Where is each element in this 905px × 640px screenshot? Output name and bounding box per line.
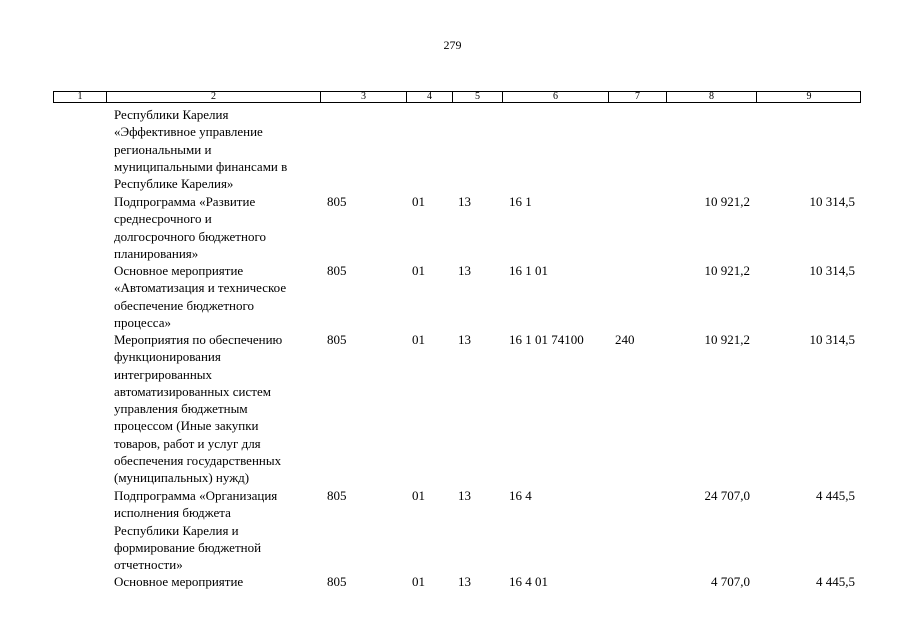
row-section-code: 01: [412, 263, 425, 278]
row-description: Подпрограмма «Организация исполнения бюджета Республики Карелия и формирование бюджетной отчетности»: [114, 488, 278, 573]
row-subsection-code: 13: [458, 332, 471, 347]
column-header-1: 1: [54, 92, 107, 102]
column-header-8: 8: [667, 92, 757, 102]
row-subsection-code: 13: [458, 263, 471, 278]
column-header-7: 7: [609, 92, 667, 102]
row-target-code: 16 1 01: [509, 263, 548, 278]
page-number: 279: [443, 38, 462, 52]
column-header-5: 5: [453, 92, 503, 102]
row-section-code: 01: [412, 488, 425, 503]
row-sum-1: 10 921,2: [704, 263, 750, 278]
row-sum-1: 4 707,0: [711, 574, 750, 589]
row-sum-2: 10 314,5: [809, 194, 855, 209]
row-admin-code: 805: [327, 488, 347, 503]
row-section-code: 01: [412, 332, 425, 347]
row-sum-2: 4 445,5: [816, 574, 855, 589]
row-description: Мероприятия по обеспечению функционирования интегрированных автоматизированных систем управления бюджетным процессом (Иные закупки товаров, работ и услуг для обеспечения государственных (муниципальных) нужд): [114, 332, 283, 486]
row-subsection-code: 13: [458, 488, 471, 503]
row-sum-1: 24 707,0: [704, 488, 750, 503]
table-header-row: [53, 91, 861, 103]
row-kind-code: 240: [615, 332, 635, 347]
row-subsection-code: 13: [458, 194, 471, 209]
row-admin-code: 805: [327, 332, 347, 347]
row-target-code: 16 1: [509, 194, 532, 209]
row-target-code: 16 1 01 74100: [509, 332, 584, 347]
column-header-3: 3: [321, 92, 407, 102]
row-sum-2: 4 445,5: [816, 488, 855, 503]
row-admin-code: 805: [327, 574, 347, 589]
row-description: Подпрограмма «Развитие среднесрочного и долгосрочного бюджетного планирования»: [114, 194, 266, 261]
row-target-code: 16 4: [509, 488, 532, 503]
column-header-2: 2: [107, 92, 321, 102]
row-sum-1: 10 921,2: [704, 194, 750, 209]
row-admin-code: 805: [327, 263, 347, 278]
row-description: Основное мероприятие: [114, 574, 244, 589]
row-sum-1: 10 921,2: [704, 332, 750, 347]
row-section-code: 01: [412, 194, 425, 209]
column-header-6: 6: [503, 92, 609, 102]
row-sum-2: 10 314,5: [809, 263, 855, 278]
row-description: Основное мероприятие «Автоматизация и техническое обеспечение бюджетного процесса»: [114, 263, 287, 330]
column-header-9: 9: [806, 91, 812, 102]
row-target-code: 16 4 01: [509, 574, 548, 589]
row-subsection-code: 13: [458, 574, 471, 589]
row-sum-2: 10 314,5: [809, 332, 855, 347]
row-admin-code: 805: [327, 194, 347, 209]
row-section-code: 01: [412, 574, 425, 589]
row-description: Республики Карелия «Эффективное управление региональными и муниципальными финансами в Республике Карелия»: [114, 107, 288, 192]
column-header-4: 4: [407, 92, 453, 102]
